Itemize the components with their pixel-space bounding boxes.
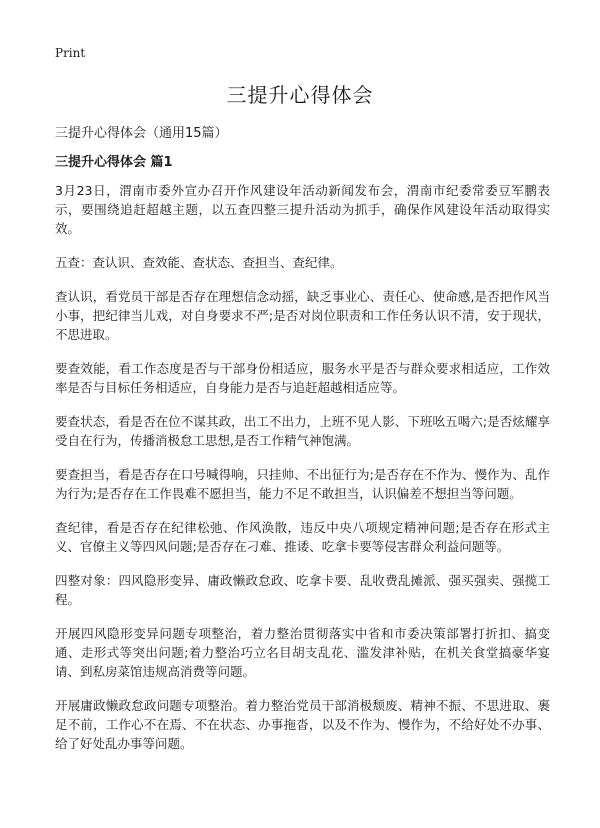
section-heading: 三提升心得体会 篇1 xyxy=(55,155,173,170)
document-subtitle: 三提升心得体会（通用15篇） xyxy=(55,126,228,141)
print-link[interactable]: Print xyxy=(55,46,86,60)
paragraph: 开展庸政懒政怠政问题专项整治。着力整治党员干部消极颓废、精神不振、不思进取、裹足不前，工作心不在焉、不在状态、办事拖沓，以及不作为、慢作为，不给好处不办事、给了好处乱办事等问题。 xyxy=(55,698,550,751)
body-text xyxy=(55,181,550,768)
paragraph: 四整对象：四风隐形变异、庸政懒政怠政、吃拿卡要、乱收费乱摊派、强买强卖、强揽工程。 xyxy=(55,573,550,607)
paragraph: 开展四风隐形变异问题专项整治，着力整治贯彻落实中省和市委决策部署打折扣、搞变通、走形式等突出问题;着力整治巧立名目胡支乱花、滥发津补贴，在机关食堂搞豪华宴请、到私房菜馆违规高消费等问题。 xyxy=(55,626,550,679)
document-title: 三提升心得体会 xyxy=(226,83,374,107)
paragraph: 要查状态，看是否在位不谋其政，出工不出力，上班不见人影、下班吆五喝六;是否炫耀享受自在行为，传播消极怠工思想,是否工作精气神饱满。 xyxy=(55,414,550,448)
paragraph: 要查效能，看工作态度是否与干部身份相适应，服务水平是否与群众要求相适应，工作效率是否与目标任务相适应，自身能力是否与追赶超越相适应等。 xyxy=(55,361,550,395)
paragraph: 五查：查认识、查效能、查状态、查担当、查纪律。 xyxy=(55,255,343,270)
paragraph: 要查担当，看是否存在口号喊得响，只挂帅、不出征行为;是否存在不作为、慢作为、乱作为行为;是否存在工作畏难不愿担当，能力不足不敢担当，认识偏差不想担当等问题。 xyxy=(55,467,550,501)
paragraph: 查纪律，看是否存在纪律松弛、作风涣散，违反中央八项规定精神问题;是否存在形式主义、官僚主义等四风问题;是否存在刁难、推诿、吃拿卡要等侵害群众利益问题等。 xyxy=(55,520,550,554)
paragraph: 查认识，看党员干部是否存在理想信念动摇，缺乏事业心、责任心、使命感,是否把作风当小事，把纪律当儿戏，对自身要求不严;是否对岗位职责和工作任务认识不清，安于现状，不思进取。 xyxy=(55,289,550,342)
paragraph: 3月23日，渭南市委外宣办召开作风建设年活动新闻发布会，渭南市纪委常委豆军鹏表示，要围绕追赶超越主题，以五查四整三提升活动为抓手，确保作风建设年活动取得实效。 xyxy=(55,183,550,236)
